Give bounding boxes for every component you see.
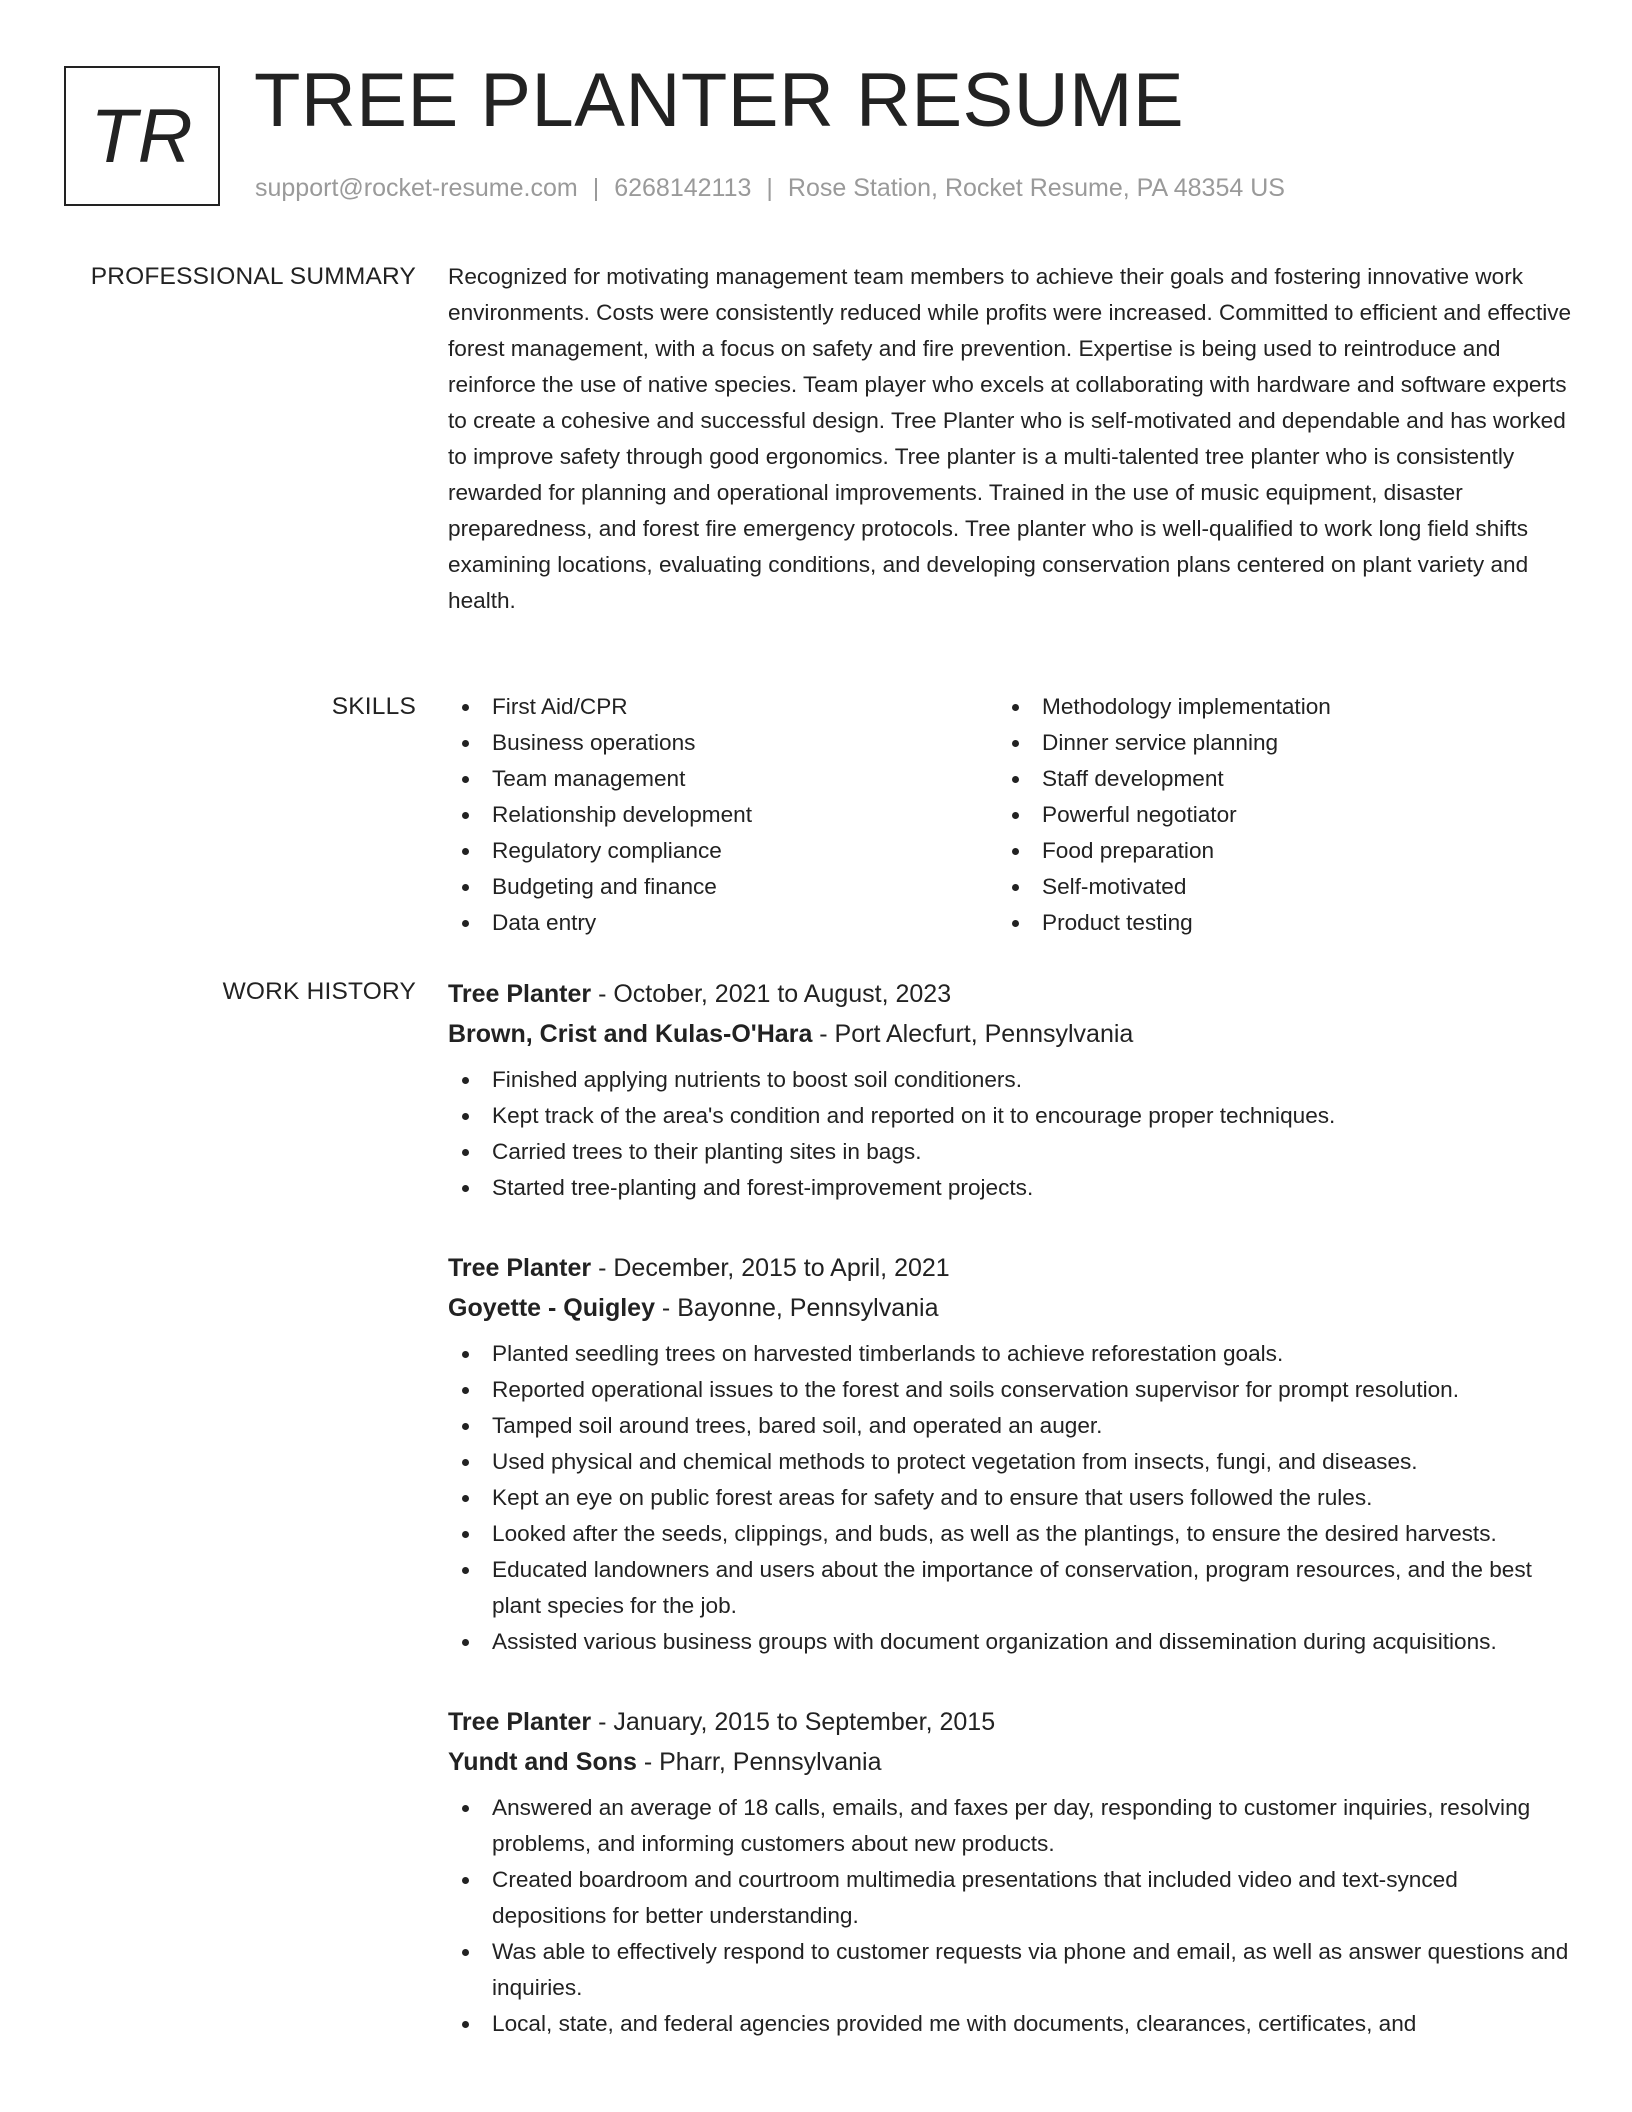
job-duty-item: Kept an eye on public forest areas for safety and to ensure that users followed the rules. bbox=[448, 1480, 1578, 1516]
job-duty-item: Kept track of the area's condition and reported on it to encourage proper techniques. bbox=[448, 1098, 1578, 1134]
resume-title: TREE PLANTER RESUME bbox=[254, 58, 1185, 143]
job-duty-item: Was able to effectively respond to customer requests via phone and email, as well as answer questions and inquiries. bbox=[448, 1934, 1578, 2006]
job-title: Tree Planter bbox=[448, 1708, 592, 1736]
job-duty-item: Reported operational issues to the forest and soils conservation supervisor for prompt resolution. bbox=[448, 1372, 1578, 1408]
contact-phone: 6268142113 bbox=[614, 174, 752, 202]
job-company: Yundt and Sons bbox=[448, 1748, 637, 1776]
job-duties-list bbox=[448, 1336, 1578, 1660]
skill-item: First Aid/CPR bbox=[448, 689, 998, 725]
job-company-line bbox=[448, 1288, 1578, 1328]
skill-item: Product testing bbox=[998, 905, 1548, 941]
skill-item: Food preparation bbox=[998, 833, 1548, 869]
skill-item: Data entry bbox=[448, 905, 998, 941]
skills-list-left bbox=[448, 689, 998, 941]
summary-text: Recognized for motivating management team members to achieve their goals and fostering innovative work environments. Costs were consistently reduced while profits were increased. Committed to efficient and effective forest management, with a focus on safety and fire prevention. Expertise is being used to reintroduce and reinforce the use of native species. Team player who excels at collaborating with hardware and software experts to create a cohesive and successful design. Tree Planter who is self-motivated and dependable and has worked to improve safety through good ergonomics. Tree planter is a multi-talented tree planter who is consistently rewarded for planning and operational improvements. Trained in the use of music equipment, disaster preparedness, and forest fire emergency protocols. Tree planter who is well-qualified to work long field shifts examining locations, evaluating conditions, and developing conservation plans centered on plant variety and health. bbox=[448, 264, 1572, 613]
job-location: - Pharr, Pennsylvania bbox=[636, 1748, 882, 1776]
job-duty-item: Finished applying nutrients to boost soil conditioners. bbox=[448, 1062, 1578, 1098]
job-title-line bbox=[448, 1702, 1578, 1742]
skill-item: Staff development bbox=[998, 761, 1548, 797]
job-title: Tree Planter bbox=[448, 1254, 592, 1282]
job-title-line bbox=[448, 974, 1578, 1014]
job-dates: - October, 2021 to August, 2023 bbox=[591, 980, 952, 1008]
job-duties-list bbox=[448, 1790, 1578, 2042]
job-company-line bbox=[448, 1742, 1578, 1782]
skill-item: Methodology implementation bbox=[998, 689, 1548, 725]
job-dates: - January, 2015 to September, 2015 bbox=[591, 1708, 996, 1736]
skill-item: Relationship development bbox=[448, 797, 998, 833]
job-duties-list bbox=[448, 1062, 1578, 1206]
section-heading-summary: PROFESSIONAL SUMMARY bbox=[90, 263, 416, 290]
skills-body bbox=[448, 689, 1578, 941]
job-duty-item: Carried trees to their planting sites in bags. bbox=[448, 1134, 1578, 1170]
section-heading-skills: SKILLS bbox=[331, 693, 416, 720]
skill-item: Dinner service planning bbox=[998, 725, 1548, 761]
job-company-line bbox=[448, 1014, 1578, 1054]
job-location: - Port Alecfurt, Pennsylvania bbox=[812, 1020, 1134, 1048]
skill-item: Regulatory compliance bbox=[448, 833, 998, 869]
job-title: Tree Planter bbox=[448, 980, 592, 1008]
job-title-line bbox=[448, 1248, 1578, 1288]
skills-columns bbox=[448, 689, 1578, 941]
job-entry bbox=[448, 1702, 1578, 2042]
monogram-logo: TR bbox=[64, 66, 220, 206]
section-heading-work-history: WORK HISTORY bbox=[222, 978, 416, 1005]
job-duty-item: Used physical and chemical methods to protect vegetation from insects, fungi, and diseases. bbox=[448, 1444, 1578, 1480]
job-dates: - December, 2015 to April, 2021 bbox=[591, 1254, 950, 1282]
job-duty-item: Looked after the seeds, clippings, and buds, as well as the plantings, to ensure the desired harvests. bbox=[448, 1516, 1578, 1552]
skill-item: Team management bbox=[448, 761, 998, 797]
contact-separator: | bbox=[592, 174, 600, 202]
job-company: Goyette - Quigley bbox=[448, 1294, 655, 1322]
job-duty-item: Educated landowners and users about the importance of conservation, program resources, and the best plant species for the job. bbox=[448, 1552, 1578, 1624]
contact-email: support@rocket-resume.com bbox=[255, 174, 578, 202]
job-duty-item: Tamped soil around trees, bared soil, and operated an auger. bbox=[448, 1408, 1578, 1444]
skills-list-right bbox=[998, 689, 1548, 941]
summary-body bbox=[448, 259, 1578, 619]
job-duty-item: Local, state, and federal agencies provided me with documents, clearances, certificates, and bbox=[448, 2006, 1578, 2042]
skill-item: Powerful negotiator bbox=[998, 797, 1548, 833]
job-entry bbox=[448, 1248, 1578, 1660]
skill-item: Budgeting and finance bbox=[448, 869, 998, 905]
contact-separator: | bbox=[766, 174, 773, 202]
job-duty-item: Planted seedling trees on harvested timberlands to achieve reforestation goals. bbox=[448, 1336, 1578, 1372]
job-duty-item: Answered an average of 18 calls, emails, and faxes per day, responding to customer inquiries, resolving problems, and informing customers about new products. bbox=[448, 1790, 1578, 1862]
job-duty-item: Assisted various business groups with document organization and dissemination during acquisitions. bbox=[448, 1624, 1578, 1660]
job-duty-item: Started tree-planting and forest-improvement projects. bbox=[448, 1170, 1578, 1206]
job-location: - Bayonne, Pennsylvania bbox=[654, 1294, 939, 1322]
job-duty-item: Created boardroom and courtroom multimedia presentations that included video and text-synced depositions for better understanding. bbox=[448, 1862, 1578, 1934]
work-history-body bbox=[448, 974, 1578, 2084]
job-company: Brown, Crist and Kulas-O'Hara bbox=[448, 1020, 813, 1048]
contact-address: Rose Station, Rocket Resume, PA 48354 US bbox=[787, 174, 1285, 202]
skill-item: Self-motivated bbox=[998, 869, 1548, 905]
job-entry bbox=[448, 974, 1578, 1206]
contact-line bbox=[255, 174, 1285, 203]
skill-item: Business operations bbox=[448, 725, 998, 761]
